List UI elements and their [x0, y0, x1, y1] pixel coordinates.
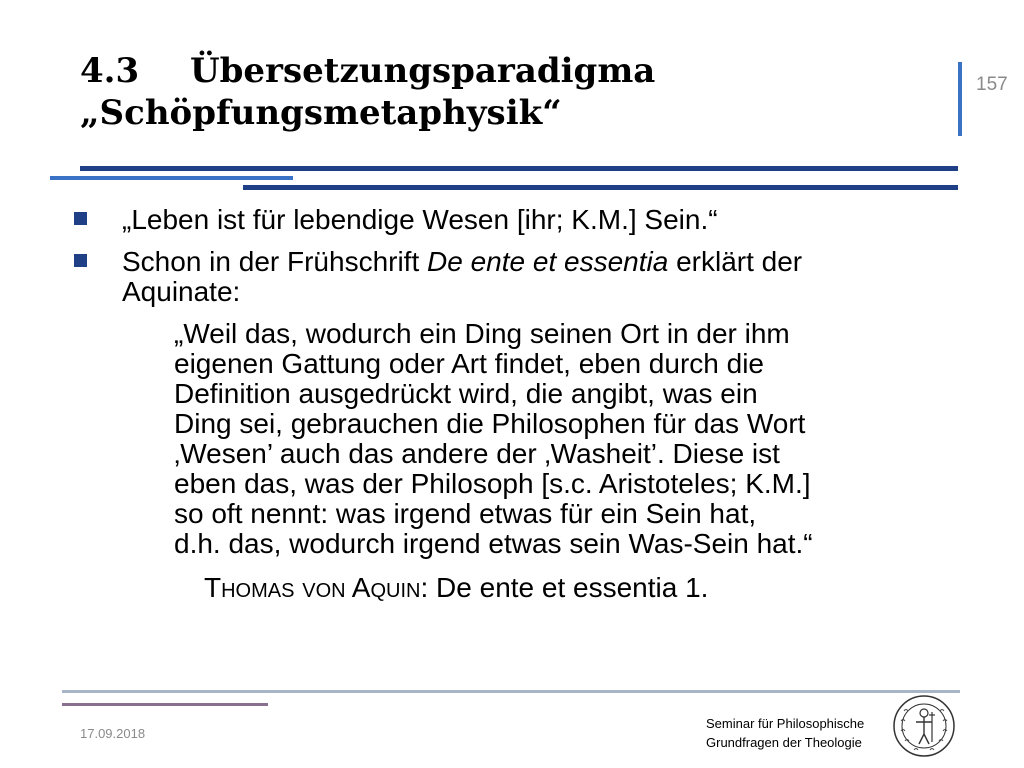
title-accent-bar	[958, 62, 962, 136]
bullet-item	[72, 247, 972, 307]
title-text: Übersetzungsparadigma	[190, 51, 656, 91]
citation	[204, 573, 972, 603]
quote-line: d.h. das, wodurch irgend etwas sein Was-Sein hat.“	[174, 528, 813, 559]
block-quote	[174, 319, 954, 559]
quote-line: „Weil das, wodurch ein Ding seinen Ort in der ihm	[174, 318, 790, 349]
square-bullet-icon	[74, 254, 87, 267]
header-rule-accent	[50, 176, 293, 180]
bullet-text-part: Schon in der Frühschrift	[122, 246, 428, 277]
square-bullet-icon	[74, 212, 87, 225]
bullet-text-line2: Aquinate:	[122, 276, 241, 307]
citation-author: Thomas von Aquin	[204, 572, 421, 603]
quote-line: Ding sei, gebrauchen die Philosophen für das Wort	[174, 408, 806, 439]
slide-body	[72, 205, 972, 603]
bullet-text-part: erklärt der	[668, 246, 803, 277]
citation-source: : De ente et essentia 1.	[420, 572, 709, 603]
seminar-line-1: Seminar für Philosophische	[706, 716, 865, 731]
slide-title	[80, 50, 940, 134]
bullet-text: „Leben ist für lebendige Wesen [ihr; K.M.] Sein.“	[122, 204, 718, 235]
university-seal-icon	[892, 694, 956, 758]
quote-line: so oft nennt: was irgend etwas für ein Sein hat,	[174, 498, 757, 529]
page-number: 157	[976, 74, 1008, 95]
header-rule-lower	[243, 185, 958, 190]
quote-line: eigenen Gattung oder Art findet, eben durch die	[174, 348, 764, 379]
footer-date: 17.09.2018	[80, 726, 146, 741]
quote-line: ‚Wesen’ auch das andere der ‚Washeit’. Diese ist	[174, 438, 780, 469]
title-line-2: „Schöpfungsmetaphysik“	[80, 93, 562, 133]
title-line-1	[80, 50, 940, 92]
bullet-item	[72, 205, 972, 235]
footer-rule	[62, 690, 960, 693]
footer-rule-accent	[62, 703, 268, 706]
quote-line: Definition ausgedrückt wird, die angibt, was ein	[174, 378, 758, 409]
footer-seminar	[706, 714, 864, 752]
title-number: 4.3	[80, 51, 140, 91]
work-title: De ente et essentia	[427, 246, 669, 277]
seminar-line-2: Grundfragen der Theologie	[706, 735, 862, 750]
quote-line: eben das, was der Philosoph [s.c. Aristoteles; K.M.]	[174, 468, 811, 499]
header-rule-upper	[80, 166, 958, 171]
